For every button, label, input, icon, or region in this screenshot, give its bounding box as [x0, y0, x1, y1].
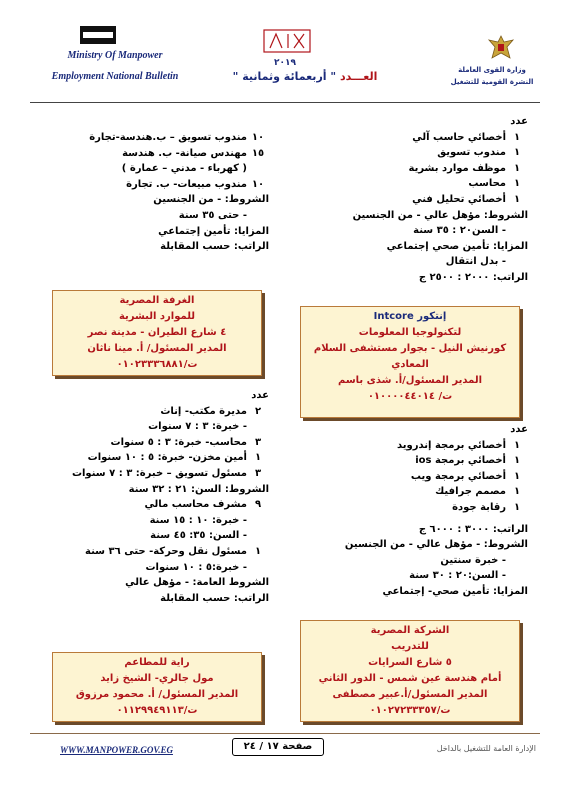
company-manager: المدير المسئول/ أ. مينا ناثان — [87, 343, 227, 354]
ministry-logo — [80, 26, 116, 44]
benefits: المزايا: تأمين إجتماعي — [158, 225, 269, 237]
list-item: ١٠مندوب تسويق – ب.هندسة-تجارة — [89, 132, 265, 143]
list-item: - السن: ٣٥: ٤٥ سنة — [150, 530, 247, 542]
header-left — [40, 50, 190, 82]
left-top-section — [34, 130, 269, 255]
salary: الراتب: حسب المقابلة — [160, 241, 269, 253]
list-item: ١موظف موارد بشرية — [408, 162, 521, 174]
company-manager: المدير المسئول/أ.عبير مصطفى — [332, 689, 488, 700]
list-item: ١أمين مخزن- خبرة: ٥ : ١٠ سنوات — [87, 452, 262, 464]
company-address: ٥ شارع السرايات — [368, 657, 452, 668]
list-item: ١مندوب تسويق — [437, 147, 521, 159]
benefits: المزايا: تأمين صحي- إجتماعي — [382, 585, 528, 597]
company-address: ٤ شارع الطيران - مدينة نصر — [87, 327, 227, 338]
list-item: ١مصمم جرافيك — [435, 486, 521, 498]
company-phone: ت/٠١٠٢٧٢٣٣٣٥٧ — [369, 705, 451, 716]
company-manager: المدير المسئول/أ. شذى باسم — [337, 375, 482, 386]
company-manager: المدير المسئول/ أ. محمود مرزوق — [75, 689, 239, 700]
company-phone: ت/٠١٠٢٣٣٣٦٨٨١ — [116, 359, 198, 370]
list-item: ١محاسب — [468, 178, 521, 190]
company-phone: ت/ ٠١٠٠٠٠٤٤٠١٤ — [367, 391, 453, 402]
list-item: ( كهرباء - مدني – عمارة ) — [121, 163, 247, 175]
ministry-name-en: Ministry Of Manpower — [67, 50, 163, 61]
company-address-2: أمام هندسة عين شمس - الدور الثاني — [318, 673, 502, 684]
left-mid-section — [34, 388, 269, 606]
company-name: الغرفة المصرية — [119, 295, 195, 306]
company-sub: للتدريب — [391, 641, 429, 652]
company-address-2: المعادي — [391, 359, 429, 370]
issue-label: العـــدد — [339, 70, 378, 83]
company-sub: لتكنولوجيا المعلومات — [358, 327, 462, 338]
website-link[interactable]: WWW.MANPOWER.GOV.EG — [60, 745, 173, 755]
list-item: ١٠مندوب مبيعات- ب. تجارة — [126, 178, 265, 190]
count-header: عدد — [510, 116, 528, 127]
company-address: كورنيش النيل - بجوار مستشفى السلام — [313, 343, 507, 354]
issue-title — [200, 70, 410, 83]
company-name: إنتكور Intcore — [373, 311, 447, 322]
department-name: الإدارة العامة للتشغيل بالداخل — [436, 744, 536, 753]
list-item: - خبرة: ٣ : ٧ سنوات — [148, 421, 247, 433]
right-top-section — [303, 114, 528, 286]
bulletin-name-en: Employment National Bulletin — [51, 71, 179, 82]
list-item: ١أخصائي حاسب آلي — [412, 131, 521, 143]
list-item: ٣محاسب- خبرة: ٣ : ٥ سنوات — [110, 436, 262, 448]
list-item: - خبرة:٥ : ١٠ سنوات — [145, 561, 247, 573]
footer-divider — [30, 733, 540, 734]
salary: الراتب: ٢٠٠٠ : ٢٥٠٠ ج — [418, 271, 528, 283]
year-label: ٢٠١٩ — [274, 58, 296, 68]
bulletin-name-ar: النشرة القومية للتشغيل — [450, 78, 534, 86]
list-item: ٩مشرف محاسب مالي — [144, 499, 262, 511]
company-name: الشركة المصرية — [370, 625, 450, 636]
general-conditions: الشروط العامة: - مؤهل عالي — [125, 577, 269, 589]
list-item: ١مسئول نقل وحركة- حتى ٣٦ سنة — [85, 545, 262, 557]
conditions: الشروط: - مؤهل عالي - من الجنسين — [344, 539, 528, 551]
benefits-extra: - بدل انتقال — [445, 256, 506, 268]
center-emblem — [262, 28, 312, 56]
company-box-egyptian-chamber — [52, 290, 262, 376]
company-sub: للموارد البشرية — [118, 311, 196, 322]
company-address: مول جالري- الشيخ زايد — [100, 673, 214, 684]
list-item: ٢مديرة مكتب- إناث — [160, 405, 262, 417]
list-item: ١أخصائي برمجة ios — [415, 455, 521, 467]
right-mid-section — [303, 422, 528, 600]
page-number: صفحة ١٧ / ٢٤ — [232, 738, 324, 756]
conditions: الشروط: السن: ٢١ : ٣٢ سنة — [128, 483, 269, 495]
salary: الراتب: ٣٠٠٠ : ٦٠٠٠ ج — [418, 523, 528, 535]
count-header: عدد — [510, 424, 528, 435]
list-item: - خبرة: ١٠ : ١٥ سنة — [149, 514, 247, 526]
company-name: راية للمطاعم — [124, 657, 190, 668]
conditions-age: - السن:٢٠ : ٣٠ سنة — [409, 570, 506, 582]
company-box-egyptian-training — [300, 620, 520, 722]
company-box-raya-restaurants — [52, 652, 262, 722]
conditions: الشروط: مؤهل عالي - من الجنسين — [352, 209, 528, 221]
list-item: ١رقابة جودة — [452, 501, 521, 513]
benefits: المزايا: تأمين صحي إجتماعي — [386, 240, 528, 252]
issue-value: " أربعمائة وثمانية " — [232, 70, 337, 83]
list-item: ٣مسئول تسويق – خبرة: ٣ : ٧ سنوات — [71, 467, 262, 479]
eagle-emblem-icon — [486, 34, 516, 62]
list-item: ١أخصائي تحليل فني — [412, 193, 521, 205]
list-item: ١أخصائي برمجة ويب — [410, 470, 521, 482]
list-item: ١٥مهندس صيانة- ب. هندسة — [122, 147, 265, 159]
conditions: الشروط: - من الجنسين — [153, 194, 269, 206]
salary: الراتب: حسب المقابلة — [160, 592, 269, 604]
conditions-age: - حتى ٣٥ سنة — [178, 209, 247, 221]
list-item: ١أخصائي برمجة إندرويد — [397, 439, 521, 451]
conditions-age: - السن٢٠ : ٣٥ سنة — [413, 225, 506, 237]
header-right — [442, 64, 542, 88]
conditions-exp: - خبرة سنتين — [440, 554, 506, 566]
company-phone: ت/٠١١٢٩٩٤٩١١٣ — [116, 705, 198, 716]
header-divider — [30, 102, 540, 103]
ministry-name-ar: وزارة القوى العاملة — [458, 66, 526, 74]
count-header: عدد — [251, 390, 269, 401]
company-box-intcore — [300, 306, 520, 418]
